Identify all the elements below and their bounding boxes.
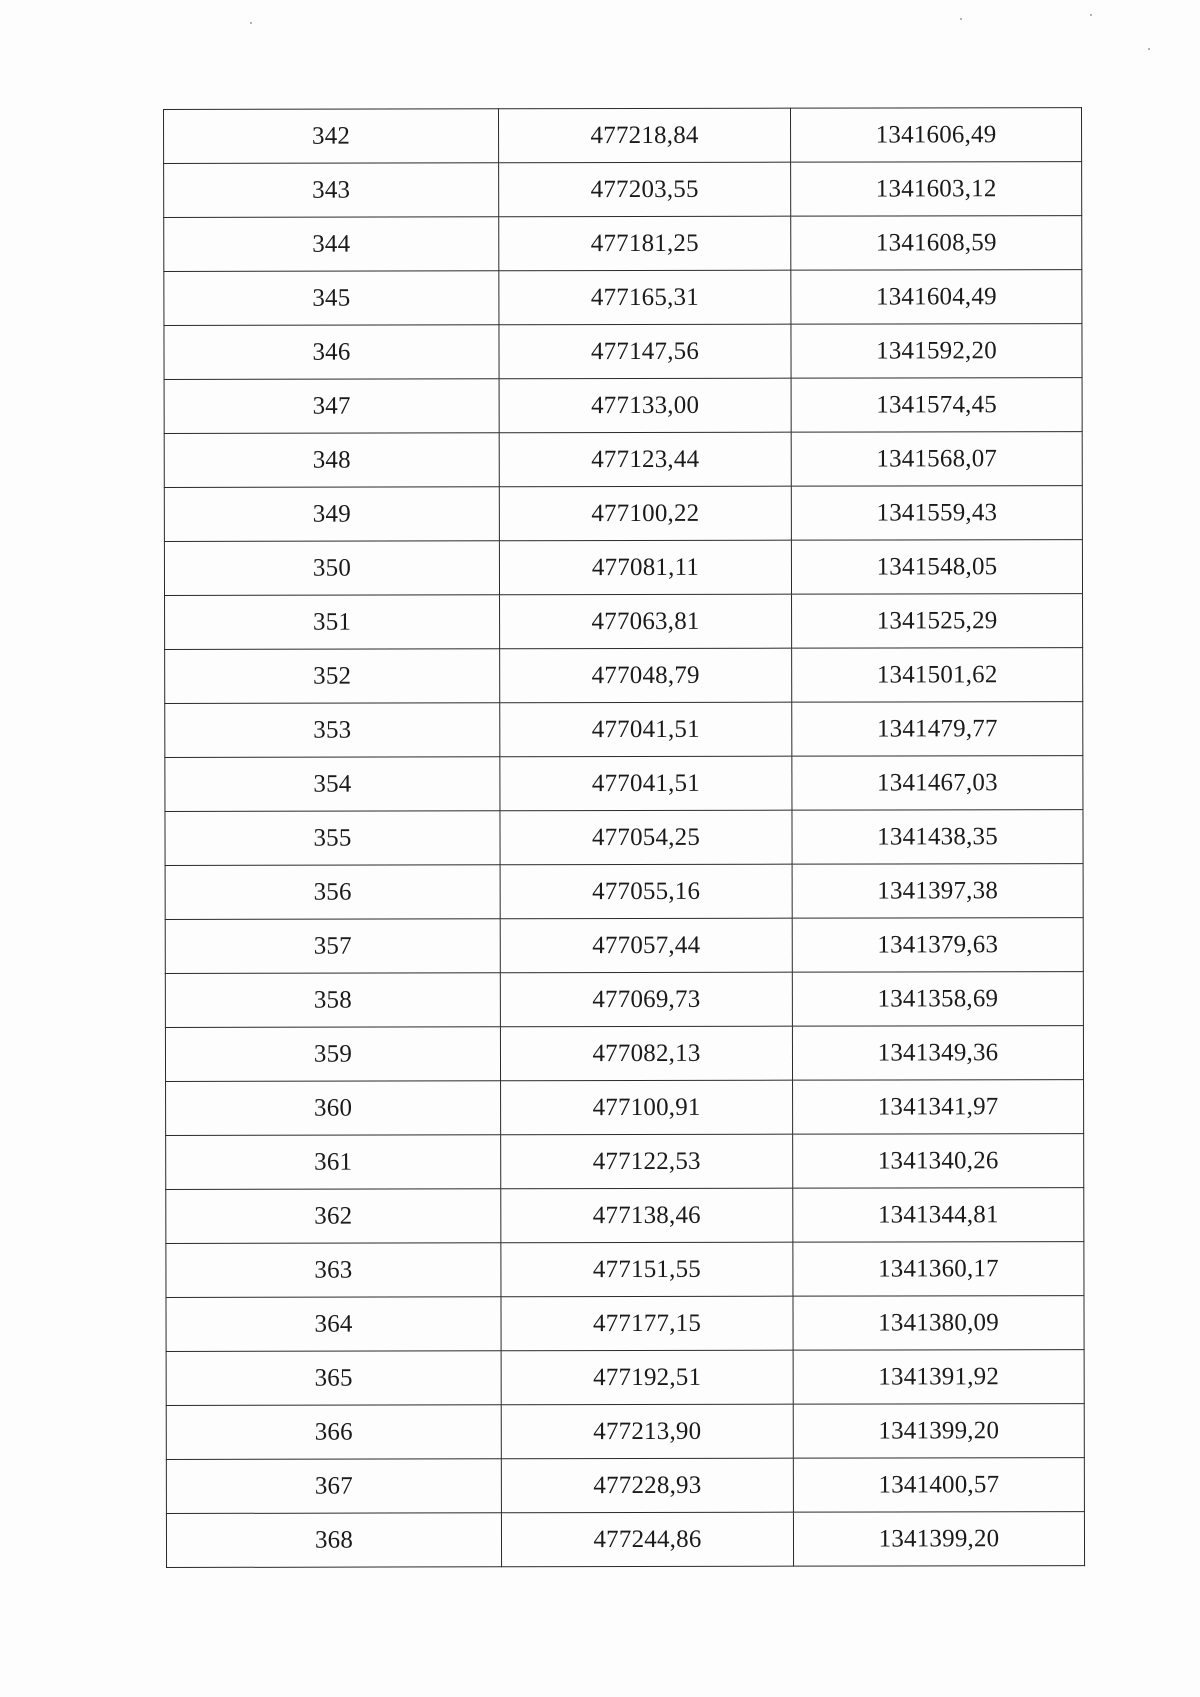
x-coordinate-cell: 477063,81 xyxy=(500,594,792,649)
table-row xyxy=(165,918,1083,974)
y-coordinate-cell: 1341548,05 xyxy=(791,540,1082,595)
table-row xyxy=(164,378,1082,434)
table-row xyxy=(166,1080,1084,1136)
point-number-cell: 361 xyxy=(166,1135,501,1190)
y-coordinate-cell: 1341391,92 xyxy=(793,1350,1084,1405)
point-number-cell: 356 xyxy=(165,865,500,920)
point-number-cell: 349 xyxy=(164,487,499,542)
x-coordinate-cell: 477218,84 xyxy=(499,108,791,163)
y-coordinate-cell: 1341603,12 xyxy=(791,162,1082,217)
table-row xyxy=(166,1188,1084,1244)
y-coordinate-cell: 1341399,20 xyxy=(793,1404,1084,1459)
x-coordinate-cell: 477100,22 xyxy=(499,486,791,541)
x-coordinate-cell: 477082,13 xyxy=(500,1026,792,1081)
y-coordinate-cell: 1341380,09 xyxy=(793,1296,1084,1351)
y-coordinate-cell: 1341399,20 xyxy=(793,1512,1084,1567)
table-row xyxy=(166,1134,1084,1190)
table-row xyxy=(166,1350,1084,1406)
y-coordinate-cell: 1341592,20 xyxy=(791,324,1082,379)
point-number-cell: 352 xyxy=(165,649,500,704)
y-coordinate-cell: 1341358,69 xyxy=(792,972,1083,1027)
point-number-cell: 353 xyxy=(165,703,500,758)
y-coordinate-cell: 1341479,77 xyxy=(792,702,1083,757)
point-number-cell: 365 xyxy=(166,1351,501,1406)
point-number-cell: 358 xyxy=(165,973,500,1028)
table-row xyxy=(166,1242,1084,1298)
point-number-cell: 357 xyxy=(165,919,500,974)
x-coordinate-cell: 477192,51 xyxy=(501,1350,793,1405)
point-number-cell: 354 xyxy=(165,757,500,812)
table-row xyxy=(165,1026,1083,1082)
y-coordinate-cell: 1341608,59 xyxy=(791,216,1082,271)
x-coordinate-cell: 477244,86 xyxy=(501,1512,793,1567)
x-coordinate-cell: 477041,51 xyxy=(500,756,792,811)
point-number-cell: 366 xyxy=(166,1405,501,1460)
y-coordinate-cell: 1341397,38 xyxy=(792,864,1083,919)
table-row xyxy=(166,1404,1084,1460)
y-coordinate-cell: 1341379,63 xyxy=(792,918,1083,973)
table-row xyxy=(166,1458,1084,1514)
table-row xyxy=(165,810,1083,866)
table-row xyxy=(165,864,1083,920)
point-number-cell: 351 xyxy=(165,595,500,650)
x-coordinate-cell: 477213,90 xyxy=(501,1404,793,1459)
point-number-cell: 360 xyxy=(166,1081,501,1136)
y-coordinate-cell: 1341604,49 xyxy=(791,270,1082,325)
point-number-cell: 362 xyxy=(166,1189,501,1244)
table-row xyxy=(165,648,1083,704)
y-coordinate-cell: 1341344,81 xyxy=(793,1188,1084,1243)
point-number-cell: 367 xyxy=(166,1459,501,1514)
x-coordinate-cell: 477203,55 xyxy=(499,162,791,217)
point-number-cell: 346 xyxy=(164,325,499,380)
table-row xyxy=(165,972,1083,1028)
table-row xyxy=(164,108,1082,164)
table-row xyxy=(164,486,1082,542)
x-coordinate-cell: 477123,44 xyxy=(499,432,791,487)
y-coordinate-cell: 1341501,62 xyxy=(792,648,1083,703)
x-coordinate-cell: 477055,16 xyxy=(500,864,792,919)
point-number-cell: 345 xyxy=(164,271,499,326)
table-row xyxy=(164,540,1082,596)
x-coordinate-cell: 477177,15 xyxy=(501,1296,793,1351)
coordinates-table-body xyxy=(164,108,1085,1568)
x-coordinate-cell: 477057,44 xyxy=(500,918,792,973)
y-coordinate-cell: 1341568,07 xyxy=(791,432,1082,487)
point-number-cell: 363 xyxy=(166,1243,501,1298)
point-number-cell: 368 xyxy=(166,1513,501,1568)
y-coordinate-cell: 1341341,97 xyxy=(793,1080,1084,1135)
x-coordinate-cell: 477133,00 xyxy=(499,378,791,433)
x-coordinate-cell: 477122,53 xyxy=(501,1134,793,1189)
scan-speck xyxy=(960,18,962,20)
point-number-cell: 348 xyxy=(164,433,499,488)
point-number-cell: 344 xyxy=(164,217,499,272)
table-row xyxy=(164,216,1082,272)
x-coordinate-cell: 477069,73 xyxy=(500,972,792,1027)
y-coordinate-cell: 1341400,57 xyxy=(793,1458,1084,1513)
x-coordinate-cell: 477081,11 xyxy=(499,540,791,595)
y-coordinate-cell: 1341574,45 xyxy=(791,378,1082,433)
point-number-cell: 350 xyxy=(164,541,499,596)
x-coordinate-cell: 477048,79 xyxy=(500,648,792,703)
point-number-cell: 359 xyxy=(165,1027,500,1082)
x-coordinate-cell: 477151,55 xyxy=(501,1242,793,1297)
table-row xyxy=(166,1296,1084,1352)
scan-speck xyxy=(1090,14,1092,16)
point-number-cell: 343 xyxy=(164,163,499,218)
y-coordinate-cell: 1341525,29 xyxy=(792,594,1083,649)
x-coordinate-cell: 477228,93 xyxy=(501,1458,793,1513)
point-number-cell: 364 xyxy=(166,1297,501,1352)
x-coordinate-cell: 477147,56 xyxy=(499,324,791,379)
coordinates-table xyxy=(163,107,1085,1568)
x-coordinate-cell: 477041,51 xyxy=(500,702,792,757)
table-row xyxy=(165,702,1083,758)
y-coordinate-cell: 1341340,26 xyxy=(793,1134,1084,1189)
scan-speck xyxy=(250,22,252,24)
x-coordinate-cell: 477054,25 xyxy=(500,810,792,865)
table-row xyxy=(164,432,1082,488)
y-coordinate-cell: 1341559,43 xyxy=(791,486,1082,541)
table-row xyxy=(164,162,1082,218)
point-number-cell: 355 xyxy=(165,811,500,866)
scan-speck xyxy=(1148,48,1150,50)
table-row xyxy=(164,270,1082,326)
y-coordinate-cell: 1341360,17 xyxy=(793,1242,1084,1297)
table-row xyxy=(165,594,1083,650)
x-coordinate-cell: 477138,46 xyxy=(501,1188,793,1243)
x-coordinate-cell: 477165,31 xyxy=(499,270,791,325)
table-row xyxy=(166,1512,1084,1568)
point-number-cell: 342 xyxy=(164,109,499,164)
table-row xyxy=(164,324,1082,380)
table-row xyxy=(165,756,1083,812)
point-number-cell: 347 xyxy=(164,379,499,434)
x-coordinate-cell: 477181,25 xyxy=(499,216,791,271)
x-coordinate-cell: 477100,91 xyxy=(501,1080,793,1135)
y-coordinate-cell: 1341606,49 xyxy=(790,108,1081,163)
y-coordinate-cell: 1341438,35 xyxy=(792,810,1083,865)
y-coordinate-cell: 1341349,36 xyxy=(792,1026,1083,1081)
y-coordinate-cell: 1341467,03 xyxy=(792,756,1083,811)
